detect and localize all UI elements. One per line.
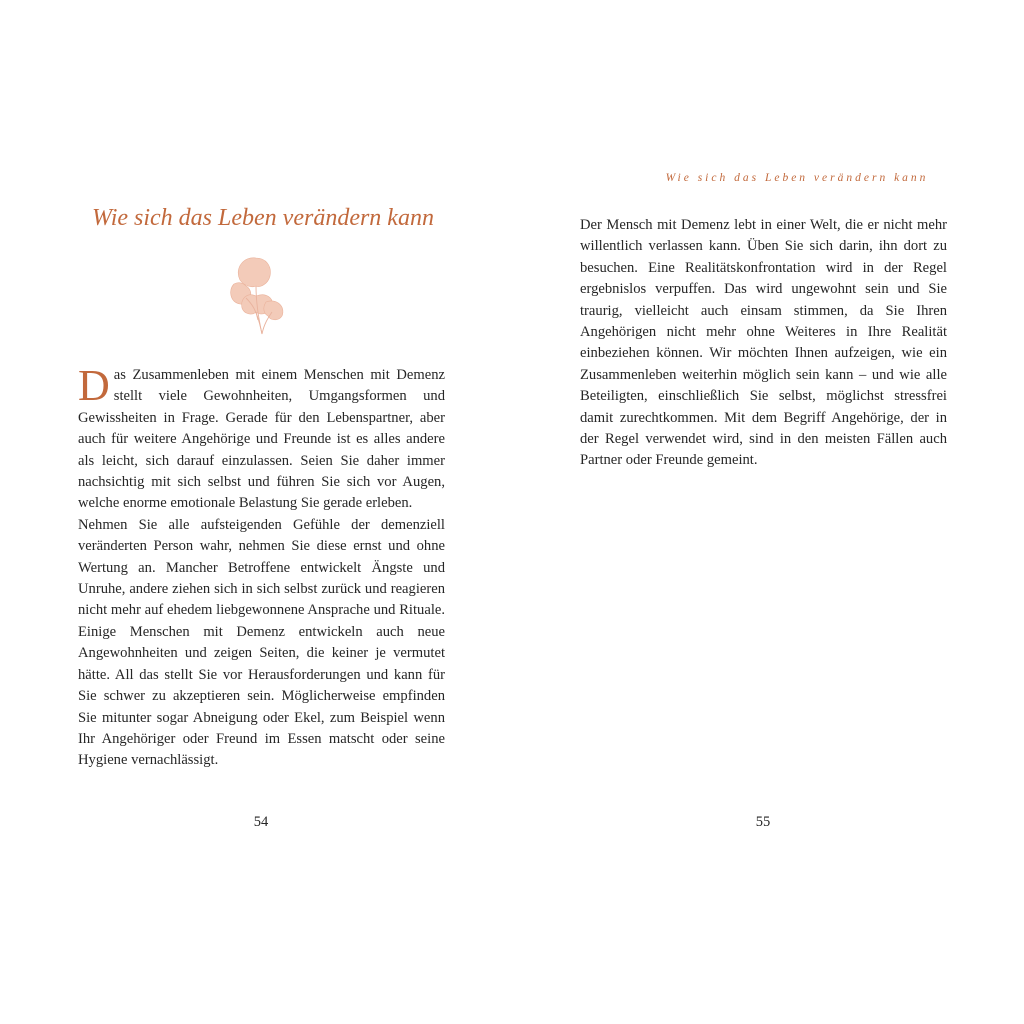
paragraph: Nehmen Sie alle aufsteigenden Gefühle der demenziell veränderten Person wahr, nehmen Sie diese ernst und ohne Wertung an. Mancher Betroffene entwickelt Ängste und Unruhe, andere ziehen sich in sich selbst zurück und reagieren nicht mehr auf ehedem liebgewonnene Ansprache und Rituale. Einige Menschen mit Demenz entwickeln auch neue Angewohnheiten und zeigen Seiten, die keiner je vermutet hätte. All das stellt Sie vor Herausforderungen und kann für Sie schwer zu akzeptieren sein. Möglicherweise empfinden Sie mitunter sogar Abneigung oder Ekel, zum Beispiel wenn Ihr Angehöriger oder Freund im Essen matscht oder seine Hygiene vernachlässigt. — [78, 516, 445, 769]
paragraph — [78, 361, 445, 515]
left-body-text — [78, 361, 445, 772]
ginkgo-leaf-icon — [226, 250, 292, 336]
page-number: 55 — [755, 814, 771, 830]
paragraph-text: as Zusammenleben mit einem Menschen mit Demenz stellt viele Gewohnheiten, Umgangsformen und Gewissheiten in Frage. Gerade für den Lebenspartner, aber auch für weitere Angehörige und Freunde ist es alles andere als leicht, sich darauf einzulassen. Seien Sie daher immer nachsichtig mit sich selbst und führen Sie sich vor Augen, welche enorme emotionale Belastung Sie gerade erleben. — [78, 367, 445, 512]
paragraph: Der Mensch mit Demenz lebt in einer Welt, die er nicht mehr willentlich verlassen kann. Üben Sie sich darin, ihn dort zu besuchen. Eine Realitätskonfrontation wird in der Regel ergebnislos verpuffen. Das wird ungewohnt sein und Sie traurig, vielleicht auch einsam stimmen, da Sie Ihren Angehörigen nicht mehr ohne Weiteres in Ihre Realität einbeziehen können. Wir möchten Ihnen aufzeigen, wie ein Zusammenleben weiterhin möglich sein kann – und wie alle Beteiligten, einschließlich Sie selbst, möglichst stressfrei damit zurechtkommen. Mit dem Begriff Angehörige, der in der Regel verwendet wird, sind in den meisten Fällen auch Partner oder Freunde gemeint. — [580, 217, 947, 469]
chapter-title: Wie sich das Leben verändern kann — [92, 205, 434, 231]
right-body-text — [580, 215, 947, 472]
page-number: 54 — [253, 814, 269, 830]
right-page — [512, 0, 1024, 1024]
drop-cap: D — [78, 361, 110, 410]
running-head: Wie sich das Leben verändern kann — [665, 172, 929, 184]
